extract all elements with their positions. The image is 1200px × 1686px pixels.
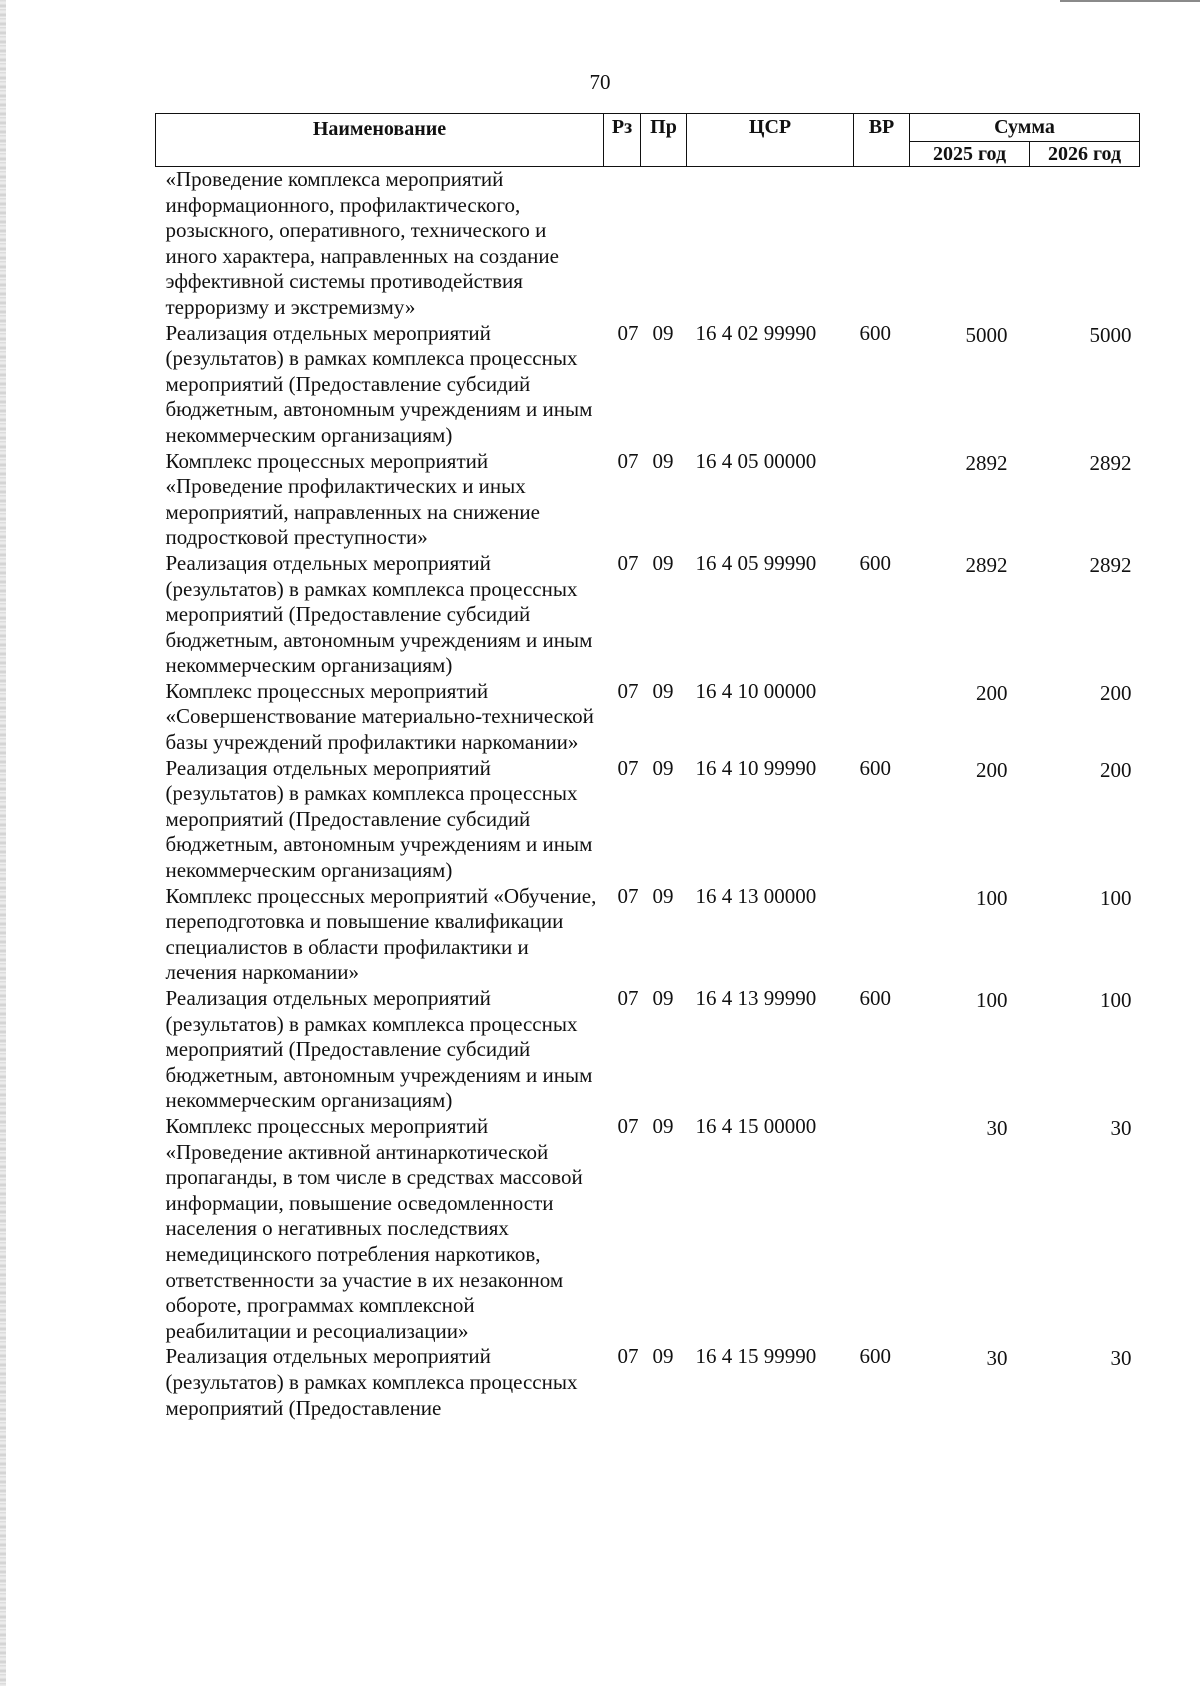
row-name: Реализация отдельных мероприятий (результатов) в рамках комплекса процессных мероприятий (Предоставление субсидий бюджетным, автономным учреждениям и иным некоммерческим организациям) — [165, 755, 593, 883]
row-rz: 07 — [617, 550, 639, 575]
row-rz: 07 — [617, 320, 639, 345]
row-name: Реализация отдельных мероприятий (результатов) в рамках комплекса процессных мероприятий (Предоставление субсидий бюджетным, автономным учреждениям и иным некоммерческим организациям) — [165, 320, 593, 447]
row-pr: 09 — [652, 1344, 674, 1369]
header-name: Наименование — [156, 114, 604, 167]
row-sum-2025: 5000 — [965, 322, 1008, 347]
row-name: Реализация отдельных мероприятий (результатов) в рамках комплекса процессных мероприятий (Предоставление субсидий бюджетным, автономным учреждениям и иным некоммерческим организациям) — [165, 550, 593, 678]
row-rz: 07 — [617, 1344, 639, 1369]
row-sum-2026: 30 — [1110, 1346, 1132, 1371]
row-rz: 07 — [617, 883, 639, 908]
row-rz: 07 — [617, 755, 639, 780]
row-csr: 16 4 05 00000 — [695, 448, 817, 473]
table-row — [156, 551, 1140, 679]
table-row — [156, 986, 1140, 1114]
row-sum-2026: 2892 — [1089, 552, 1132, 577]
row-name: Реализация отдельных мероприятий (результатов) в рамках комплекса процессных мероприятий (Предоставление субсидий бюджетным, автономным учреждениям и иным некоммерческим организациям) — [165, 986, 593, 1113]
row-pr: 09 — [652, 678, 674, 703]
row-csr — [687, 167, 854, 321]
row-sum-2025: 2892 — [965, 552, 1008, 577]
row-csr: 16 4 15 99990 — [695, 1344, 817, 1369]
row-sum-2026: 200 — [1100, 680, 1132, 705]
row-pr: 09 — [652, 1113, 674, 1138]
table-row — [156, 167, 1140, 321]
row-csr: 16 4 15 00000 — [695, 1113, 817, 1138]
row-vr: 600 — [859, 1344, 891, 1369]
table-row — [156, 679, 1140, 756]
row-name: Комплекс процессных мероприятий «Проведение профилактических и иных мероприятий, направленных на снижение подростковой преступности» — [165, 448, 540, 550]
row-rz: 07 — [617, 986, 639, 1010]
row-sum-2026: 100 — [1100, 885, 1132, 910]
row-sum-2025: 100 — [976, 885, 1008, 910]
row-rz — [604, 167, 641, 321]
row-rz: 07 — [617, 1113, 639, 1138]
row-vr: 600 — [859, 755, 891, 780]
row-sum-2026: 2892 — [1089, 450, 1132, 475]
row-sum-2025 — [910, 167, 1030, 321]
header-year-2026: 2026 год — [1030, 142, 1140, 167]
row-pr: 09 — [652, 448, 674, 473]
row-vr: 600 — [859, 550, 891, 575]
row-sum-2025: 30 — [986, 1346, 1008, 1371]
row-sum-2026 — [1030, 167, 1140, 321]
row-name: Реализация отдельных мероприятий (результатов) в рамках комплекса процессных мероприятий (Предоставление — [165, 1344, 578, 1420]
row-sum-2026: 30 — [1110, 1115, 1132, 1140]
row-csr: 16 4 10 99990 — [695, 755, 817, 780]
row-name: Комплекс процессных мероприятий «Совершенствование материально-технической базы учреждений профилактики наркомании» — [165, 678, 594, 755]
row-vr — [854, 884, 910, 986]
row-vr — [854, 1114, 910, 1344]
header-pr: Пр — [641, 114, 687, 167]
row-csr: 16 4 02 99990 — [695, 320, 817, 345]
row-name: Комплекс процессных мероприятий «Обучение, переподготовка и повышение квалификации специалистов в области профилактики и лечения наркомании» — [165, 883, 597, 985]
row-pr: 09 — [652, 755, 674, 780]
row-sum-2026: 200 — [1100, 757, 1132, 782]
row-pr: 09 — [652, 986, 674, 1010]
row-sum-2026: 5000 — [1089, 322, 1132, 347]
header-csr: ЦСР — [687, 114, 854, 167]
header-rz: Рз — [604, 114, 641, 167]
row-vr — [854, 167, 910, 321]
row-vr: 600 — [859, 320, 891, 345]
row-csr: 16 4 13 99990 — [695, 986, 817, 1010]
table-row — [156, 449, 1140, 551]
scan-top-line — [1060, 0, 1200, 2]
row-csr: 16 4 13 00000 — [695, 883, 817, 908]
table-row — [156, 1344, 1140, 1421]
row-sum-2025: 30 — [986, 1115, 1008, 1140]
header-year-2025: 2025 год — [910, 142, 1030, 167]
row-vr — [854, 449, 910, 551]
row-rz: 07 — [617, 448, 639, 473]
row-name: «Проведение комплекса мероприятий информационного, профилактического, розыскного, оперативного, технического и иного характера, направленных на создание эффективной системы противодействия терроризму и экстремизму» — [165, 167, 559, 319]
budget-table — [155, 113, 1140, 1421]
row-vr — [854, 679, 910, 756]
row-csr: 16 4 05 99990 — [695, 550, 817, 575]
row-vr: 600 — [859, 986, 891, 1010]
table-row — [156, 321, 1140, 449]
table-row — [156, 1114, 1140, 1344]
row-name: Комплекс процессных мероприятий «Проведение активной антинаркотической пропаганды, в том числе в средствах массовой информации, повышение осведомленности населения о негативных последствиях немедицинского потребления наркотиков, ответственности за участие в их незаконном обороте, программах комплексной реабилитации и ресоциализации» — [165, 1113, 583, 1343]
row-sum-2025: 200 — [976, 680, 1008, 705]
row-rz: 07 — [617, 678, 639, 703]
scan-edge — [0, 0, 6, 1686]
row-sum-2025: 2892 — [965, 450, 1008, 475]
row-sum-2025: 200 — [976, 757, 1008, 782]
header-vr: ВР — [854, 114, 910, 167]
table-row — [156, 884, 1140, 986]
table-body — [156, 167, 1140, 1422]
row-pr: 09 — [652, 320, 674, 345]
header-sum: Сумма — [910, 114, 1140, 142]
table-header — [156, 114, 1140, 167]
row-csr: 16 4 10 00000 — [695, 678, 817, 703]
row-sum-2025: 100 — [976, 988, 1008, 1012]
row-pr: 09 — [652, 883, 674, 908]
page-number: 70 — [589, 70, 611, 94]
table-row — [156, 756, 1140, 884]
row-pr — [641, 167, 687, 321]
row-pr: 09 — [652, 550, 674, 575]
row-sum-2026: 100 — [1100, 988, 1132, 1012]
